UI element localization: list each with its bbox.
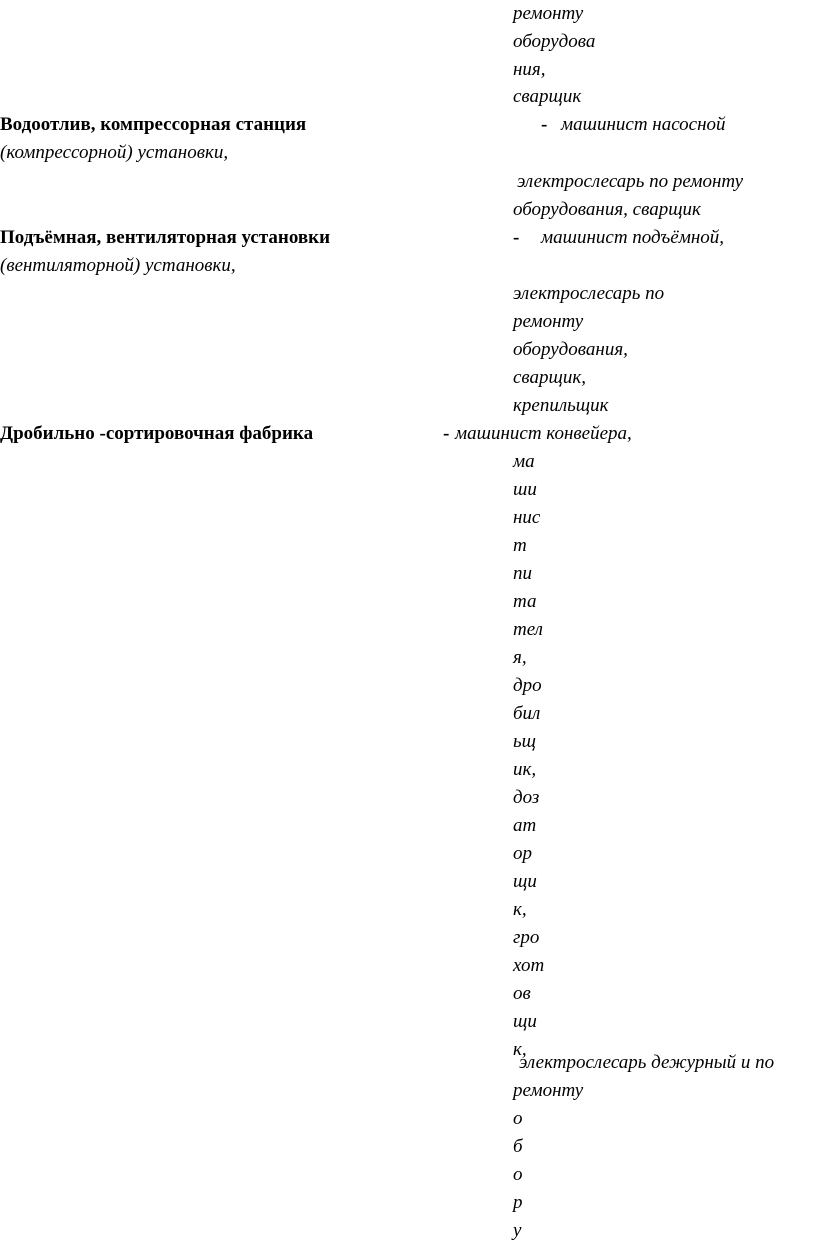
- fragment-line: ния,: [513, 59, 546, 80]
- role-line: машинист насосной: [561, 114, 726, 135]
- dash-marker: -: [513, 227, 520, 248]
- column-line: бил: [513, 703, 541, 724]
- section-subheading: (вентиляторной) установки,: [0, 255, 236, 276]
- column-line: ат: [513, 815, 537, 836]
- role-line: электрослесарь по: [513, 283, 665, 304]
- column-line: т: [513, 535, 527, 556]
- column-line: ьщ: [513, 731, 536, 752]
- fragment-line: оборудова: [513, 31, 596, 52]
- column-line: о: [513, 1108, 523, 1129]
- column-line: ма: [513, 451, 535, 472]
- section-heading: Дробильно -сортировочная фабрика: [0, 423, 314, 444]
- column-line: гро: [513, 927, 540, 948]
- role-line: машинист конвейера,: [455, 423, 632, 444]
- role-line: оборудования,: [513, 339, 628, 360]
- column-line: щи: [513, 871, 537, 892]
- column-line: щи: [513, 1011, 537, 1032]
- column-line: тел: [513, 619, 543, 640]
- column-line: ик,: [513, 759, 537, 780]
- role-line: электрослесарь дежурный и по: [519, 1052, 775, 1073]
- section-heading: Подъёмная, вентиляторная установки: [0, 227, 331, 248]
- dash-marker: -: [443, 423, 450, 444]
- column-line: к,: [513, 899, 527, 920]
- column-line: у: [513, 1220, 522, 1241]
- column-line: р: [513, 1192, 523, 1213]
- column-line: б: [513, 1136, 523, 1157]
- column-line: та: [513, 591, 537, 612]
- column-line: доз: [513, 787, 540, 808]
- role-line: машинист подъёмной,: [541, 227, 725, 248]
- column-line: пи: [513, 563, 532, 584]
- role-line: оборудования, сварщик: [513, 199, 701, 220]
- column-line: я,: [513, 647, 527, 668]
- column-line: дро: [513, 675, 542, 696]
- column-line: хот: [513, 955, 545, 976]
- fragment-line: ремонту: [513, 3, 584, 24]
- column-line: ши: [513, 479, 537, 500]
- column-line: ор: [513, 843, 532, 864]
- role-line: крепильщик: [513, 395, 609, 416]
- role-line: ремонту: [513, 1080, 584, 1101]
- section-subheading: (компрессорной) установки,: [0, 142, 229, 163]
- column-line: ов: [513, 983, 531, 1004]
- column-line: о: [513, 1164, 523, 1185]
- role-line: электрослесарь по ремонту: [517, 171, 744, 192]
- column-line: нис: [513, 507, 541, 528]
- role-line: ремонту: [513, 311, 584, 332]
- dash-marker: -: [541, 114, 548, 135]
- column-line: к,: [513, 1039, 527, 1060]
- role-line: сварщик,: [513, 367, 587, 388]
- fragment-line: сварщик: [513, 86, 582, 107]
- section-heading: Водоотлив, компрессорная станция: [0, 114, 307, 135]
